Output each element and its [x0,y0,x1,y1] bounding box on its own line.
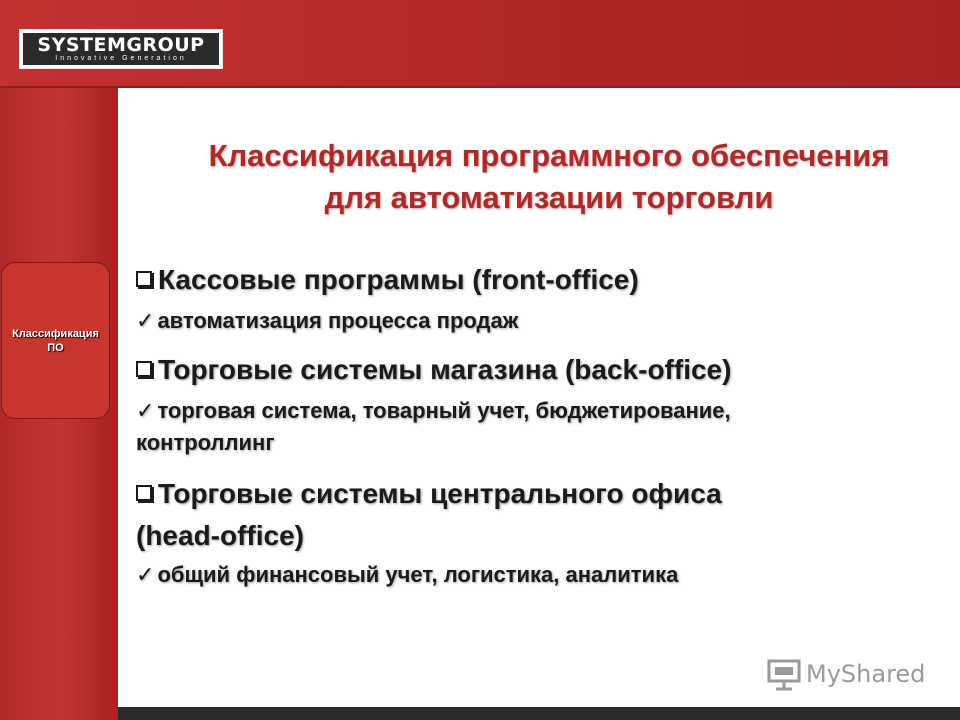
slide-title-line-2: для автоматизации торговли [324,180,774,215]
checkbox-bullet-icon [136,361,152,377]
list-item-detail-continued: контроллинг [136,430,275,455]
presentation-icon [766,656,802,692]
watermark-text: MyShared [806,660,926,688]
slide-title-line-1: Классификация программного обеспечения [208,138,890,173]
footer-strip [118,707,960,720]
header-bar [0,0,960,88]
list-item-detail: ✓ общий финансовый учет, логистика, аналитика [136,562,679,587]
checkmark-icon: ✓ [136,308,155,333]
checkmark-icon: ✓ [136,562,155,587]
list-item-detail: ✓ торговая система, товарный учет, бюджетирование, [136,398,731,423]
sidebar-item-label: Классификация ПО [12,327,99,354]
systemgroup-logo [19,29,223,69]
checkbox-bullet-icon [136,271,152,287]
logo-name: SYSTEMGROUP [37,34,205,56]
checkmark-icon: ✓ [136,398,155,423]
sidebar-item-classification[interactable] [1,262,110,419]
logo-tagline: Innovative Generation [55,55,187,62]
myshared-watermark [766,656,925,692]
list-item-heading: Торговые системы центрального офиса [136,478,722,510]
list-item-heading: Кассовые программы (front-office) [136,264,639,296]
list-item-heading-continued: (head-office) [136,520,304,551]
checkbox-bullet-icon [136,485,152,501]
list-item-detail: ✓ автоматизация процесса продаж [136,308,519,333]
list-item-heading: Торговые системы магазина (back-office) [136,354,731,386]
